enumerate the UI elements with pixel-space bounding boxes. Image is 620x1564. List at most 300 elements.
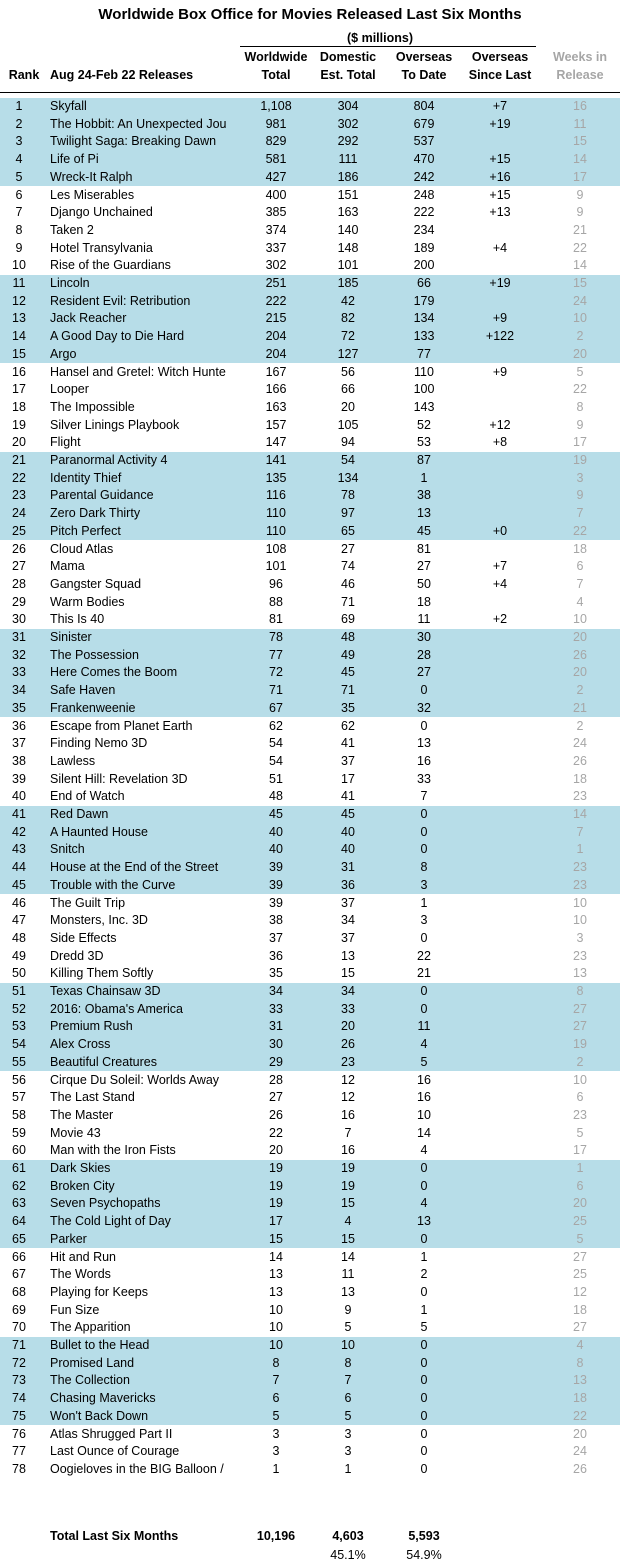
cell-overseas: 21 (417, 966, 431, 981)
cell-rank: 49 (12, 948, 26, 963)
cell-title: End of Watch (50, 789, 125, 804)
cell-title: Last Ounce of Courage (50, 1444, 180, 1459)
cell-rank: 11 (12, 276, 26, 290)
cell-overseas: 0 (420, 984, 428, 998)
cell-overseas: 0 (420, 1001, 428, 1016)
cell-title: Taken 2 (50, 222, 94, 237)
cell-overseas: 1 (420, 470, 428, 485)
cell-rank: 46 (12, 895, 26, 910)
cell-domestic: 97 (341, 506, 355, 521)
table-row (0, 1107, 620, 1125)
cell-worldwide: 38 (269, 913, 283, 928)
cell-title: Les Miserables (50, 187, 135, 202)
cell-title: The Impossible (50, 399, 135, 414)
cell-overseas: 53 (417, 435, 431, 450)
cell-worldwide: 27 (269, 1090, 283, 1105)
cell-rank: 23 (12, 488, 26, 503)
cell-weeks: 1 (576, 842, 584, 857)
cell-domestic: 292 (337, 134, 359, 149)
cell-worldwide: 22 (269, 1125, 283, 1140)
cell-domestic: 20 (341, 1019, 355, 1034)
cell-weeks: 14 (573, 258, 587, 273)
cell-since-last: +2 (492, 612, 508, 627)
header-rule-bottom (0, 92, 620, 93)
cell-weeks: 2 (576, 683, 584, 698)
cell-overseas: 804 (413, 99, 435, 113)
cell-title: A Haunted House (50, 824, 148, 839)
cell-weeks: 6 (576, 1178, 584, 1193)
cell-title: Jack Reacher (50, 311, 127, 326)
cell-domestic: 45 (341, 665, 355, 680)
cell-title: 2016: Obama's America (50, 1001, 184, 1016)
cell-weeks: 5 (576, 1231, 584, 1246)
cell-domestic: 13 (341, 948, 355, 963)
cell-title: Beautiful Creatures (50, 1054, 158, 1069)
table-row (0, 594, 620, 612)
cell-domestic: 45 (341, 807, 355, 821)
cell-overseas: 32 (417, 700, 431, 715)
cell-weeks: 7 (576, 506, 584, 521)
totals-overseas: 5,593 (408, 1529, 440, 1543)
cell-since-last: +0 (492, 523, 508, 538)
cell-title: Trouble with the Curve (50, 877, 176, 892)
cell-weeks: 17 (573, 169, 587, 184)
table-row (0, 841, 620, 859)
header-worldwide-total: Worldwide Total (244, 50, 308, 82)
cell-since-last: +8 (492, 435, 508, 450)
cell-title: Sinister (50, 630, 92, 644)
table-row (0, 222, 620, 240)
cell-domestic: 71 (341, 594, 355, 609)
cell-rank: 16 (12, 364, 26, 379)
cell-worldwide: 96 (269, 576, 283, 591)
cell-weeks: 7 (576, 576, 584, 591)
cell-weeks: 5 (576, 1125, 584, 1140)
cell-rank: 25 (12, 523, 26, 538)
cell-worldwide: 88 (269, 594, 283, 609)
cell-rank: 45 (12, 877, 26, 892)
cell-overseas: 100 (413, 382, 435, 397)
cell-domestic: 78 (341, 488, 355, 503)
cell-title: The Apparition (50, 1320, 131, 1335)
cell-title: Oogieloves in the BIG Balloon / (50, 1461, 224, 1476)
cell-overseas: 110 (414, 364, 434, 379)
cell-worldwide: 1 (272, 1461, 280, 1476)
cell-overseas: 66 (417, 276, 431, 290)
cell-weeks: 1 (576, 1161, 584, 1175)
cell-worldwide: 3 (272, 1444, 280, 1459)
cell-weeks: 26 (573, 753, 587, 768)
cell-worldwide: 54 (269, 736, 283, 751)
cell-rank: 21 (12, 453, 26, 467)
table-row (0, 523, 620, 541)
cell-rank: 3 (15, 134, 23, 149)
cell-rank: 77 (12, 1444, 26, 1459)
header-overseas-since-last: Overseas Since Last (468, 50, 532, 82)
cell-rank: 43 (12, 842, 26, 857)
cell-since-last: +9 (492, 311, 508, 326)
cell-rank: 6 (15, 187, 23, 202)
cell-title: Silver Linings Playbook (50, 417, 180, 432)
cell-domestic: 4 (344, 1214, 352, 1229)
header-releases: Aug 24-Feb 22 Releases (50, 68, 194, 82)
table-row (0, 240, 620, 258)
cell-title: Rise of the Guardians (50, 258, 171, 273)
cell-weeks: 27 (573, 1249, 587, 1264)
table-row (0, 1408, 620, 1426)
table-row (0, 700, 620, 718)
cell-rank: 37 (12, 736, 26, 751)
table-row (0, 983, 620, 1001)
cell-rank: 30 (12, 612, 26, 627)
cell-overseas: 0 (420, 1178, 428, 1193)
cell-title: Paranormal Activity 4 (50, 453, 168, 467)
cell-worldwide: 39 (269, 895, 283, 910)
cell-weeks: 3 (576, 470, 584, 485)
cell-domestic: 16 (341, 1107, 355, 1122)
cell-domestic: 10 (341, 1338, 355, 1352)
table-row (0, 1125, 620, 1143)
header-overseas-to-date: Overseas To Date (395, 50, 453, 82)
totals-domestic-percent: 45.1% (330, 1548, 366, 1562)
cell-worldwide: 8 (272, 1355, 280, 1370)
cell-worldwide: 1,108 (260, 99, 292, 113)
table-row (0, 399, 620, 417)
table-row (0, 346, 620, 364)
cell-weeks: 6 (576, 1090, 584, 1105)
cell-weeks: 13 (573, 1373, 587, 1388)
cell-overseas: 0 (420, 1426, 428, 1441)
cell-weeks: 9 (576, 187, 584, 202)
table-row (0, 1089, 620, 1107)
cell-domestic: 72 (341, 329, 355, 344)
cell-rank: 74 (12, 1391, 26, 1406)
cell-rank: 1 (15, 99, 23, 113)
cell-rank: 55 (12, 1054, 26, 1069)
cell-domestic: 5 (344, 1408, 352, 1423)
cell-weeks: 27 (573, 1001, 587, 1016)
cell-weeks: 22 (573, 523, 587, 538)
cell-weeks: 23 (573, 877, 587, 892)
cell-overseas: 5 (420, 1054, 428, 1069)
cell-weeks: 23 (573, 789, 587, 804)
cell-title: Skyfall (50, 99, 87, 113)
cell-overseas: 81 (417, 541, 431, 556)
cell-overseas: 0 (420, 683, 428, 698)
cell-domestic: 74 (341, 559, 355, 574)
cell-title: The Guilt Trip (50, 895, 126, 910)
cell-title: The Hobbit: An Unexpected Jou (50, 116, 227, 131)
cell-worldwide: 163 (265, 399, 287, 414)
cell-rank: 4 (15, 152, 23, 167)
cell-worldwide: 77 (269, 647, 283, 662)
cell-overseas: 1 (420, 895, 428, 910)
cell-worldwide: 15 (269, 1231, 283, 1246)
cell-domestic: 185 (337, 276, 359, 290)
cell-domestic: 7 (344, 1373, 352, 1388)
cell-worldwide: 3 (272, 1426, 280, 1441)
cell-title: Safe Haven (50, 683, 116, 698)
cell-domestic: 148 (337, 240, 359, 255)
cell-title: Mama (50, 559, 85, 574)
cell-worldwide: 62 (269, 718, 283, 733)
cell-domestic: 20 (341, 399, 355, 414)
cell-title: Life of Pi (50, 152, 99, 167)
cell-overseas: 0 (420, 824, 428, 839)
cell-overseas: 52 (417, 417, 431, 432)
cell-rank: 13 (12, 311, 26, 326)
cell-title: Promised Land (50, 1355, 135, 1370)
cell-rank: 2 (15, 116, 23, 131)
cell-domestic: 15 (341, 966, 355, 981)
cell-title: The Collection (50, 1373, 130, 1388)
cell-worldwide: 157 (265, 417, 287, 432)
table-row (0, 771, 620, 789)
cell-title: Won't Back Down (50, 1408, 149, 1423)
cell-rank: 28 (12, 576, 26, 591)
cell-title: Django Unchained (50, 205, 153, 220)
cell-weeks: 20 (573, 346, 587, 361)
cell-title: Playing for Keeps (50, 1284, 148, 1299)
cell-overseas: 133 (413, 329, 435, 344)
cell-worldwide: 10 (269, 1302, 283, 1317)
cell-domestic: 35 (341, 700, 355, 715)
cell-title: Premium Rush (50, 1019, 133, 1034)
cell-title: The Cold Light of Day (50, 1214, 171, 1229)
cell-rank: 44 (12, 860, 26, 875)
cell-title: Chasing Mavericks (50, 1391, 156, 1406)
cell-domestic: 101 (337, 258, 359, 273)
cell-overseas: 0 (420, 1391, 428, 1406)
table-row (0, 1142, 620, 1160)
cell-domestic: 19 (341, 1178, 355, 1193)
cell-domestic: 31 (341, 860, 355, 875)
table-row (0, 1178, 620, 1196)
table-row (0, 204, 620, 222)
cell-weeks: 7 (576, 824, 584, 839)
cell-title: Hansel and Gretel: Witch Hunte (50, 364, 226, 379)
table-row (0, 1054, 620, 1072)
table-row (0, 169, 620, 187)
cell-overseas: 0 (420, 1231, 428, 1246)
cell-worldwide: 10 (269, 1338, 283, 1352)
cell-weeks: 8 (576, 1355, 584, 1370)
cell-weeks: 9 (576, 205, 584, 220)
cell-weeks: 20 (573, 665, 587, 680)
cell-weeks: 20 (573, 630, 587, 644)
cell-worldwide: 71 (269, 683, 283, 698)
cell-title: Texas Chainsaw 3D (50, 984, 161, 998)
table-row (0, 275, 620, 293)
cell-title: This Is 40 (50, 612, 105, 627)
cell-overseas: 16 (417, 1090, 431, 1105)
cell-domestic: 9 (344, 1302, 352, 1317)
cell-rank: 27 (12, 559, 26, 574)
table-row (0, 505, 620, 523)
cell-title: Looper (50, 382, 89, 397)
cell-title: A Good Day to Die Hard (50, 329, 185, 344)
table-row (0, 1426, 620, 1444)
cell-worldwide: 204 (265, 329, 287, 344)
cell-title: Hotel Transylvania (50, 240, 153, 255)
cell-since-last: +4 (492, 576, 508, 591)
table-row (0, 310, 620, 328)
cell-domestic: 302 (337, 116, 359, 131)
cell-title: Snitch (50, 842, 85, 857)
cell-domestic: 34 (341, 913, 355, 928)
cell-worldwide: 30 (269, 1037, 283, 1052)
cell-weeks: 10 (573, 311, 587, 326)
cell-worldwide: 101 (265, 559, 287, 574)
cell-domestic: 56 (341, 364, 355, 379)
cell-rank: 5 (15, 169, 23, 184)
cell-rank: 68 (12, 1284, 26, 1299)
cell-worldwide: 48 (269, 789, 283, 804)
cell-rank: 53 (12, 1019, 26, 1034)
cell-worldwide: 166 (265, 382, 287, 397)
cell-overseas: 77 (417, 346, 431, 361)
cell-overseas: 0 (420, 1284, 428, 1299)
cell-worldwide: 34 (269, 984, 283, 998)
cell-domestic: 46 (341, 576, 355, 591)
cell-weeks: 18 (573, 1391, 587, 1406)
table-row (0, 948, 620, 966)
table-row (0, 1160, 620, 1178)
cell-domestic: 41 (341, 736, 355, 751)
cell-overseas: 13 (417, 506, 431, 521)
cell-domestic: 94 (341, 435, 355, 450)
cell-weeks: 10 (573, 913, 587, 928)
cell-worldwide: 385 (265, 205, 287, 220)
table-row (0, 611, 620, 629)
cell-domestic: 12 (341, 1090, 355, 1105)
cell-worldwide: 37 (269, 930, 283, 945)
table-row (0, 1001, 620, 1019)
table-row (0, 1337, 620, 1355)
cell-title: Argo (50, 346, 77, 361)
cell-rank: 71 (12, 1338, 26, 1352)
cell-weeks: 27 (573, 1320, 587, 1335)
cell-overseas: 16 (417, 753, 431, 768)
cell-title: Warm Bodies (50, 594, 125, 609)
cell-domestic: 37 (341, 930, 355, 945)
cell-overseas: 0 (420, 807, 428, 821)
cell-weeks: 14 (573, 152, 587, 167)
table-row (0, 895, 620, 913)
table-row (0, 576, 620, 594)
cell-rank: 50 (12, 966, 26, 981)
table-row (0, 133, 620, 151)
cell-weeks: 19 (573, 1037, 587, 1052)
cell-domestic: 23 (341, 1054, 355, 1069)
cell-title: Parental Guidance (50, 488, 154, 503)
cell-domestic: 15 (341, 1231, 355, 1246)
cell-rank: 9 (15, 240, 23, 255)
cell-overseas: 0 (420, 1461, 428, 1476)
cell-weeks: 8 (576, 399, 584, 414)
cell-title: Dredd 3D (50, 948, 104, 963)
cell-overseas: 38 (417, 488, 431, 503)
table-row (0, 187, 620, 205)
cell-worldwide: 39 (269, 860, 283, 875)
table-row (0, 735, 620, 753)
table-row (0, 1195, 620, 1213)
cell-overseas: 179 (413, 293, 435, 308)
cell-worldwide: 135 (265, 470, 287, 485)
table-row (0, 930, 620, 948)
cell-weeks: 5 (576, 364, 584, 379)
cell-weeks: 2 (576, 329, 584, 344)
cell-weeks: 26 (573, 647, 587, 662)
cell-overseas: 50 (417, 576, 431, 591)
cell-weeks: 18 (573, 541, 587, 556)
cell-worldwide: 116 (266, 488, 286, 503)
cell-title: Here Comes the Boom (50, 665, 178, 680)
cell-rank: 31 (12, 630, 26, 644)
cell-overseas: 45 (417, 523, 431, 538)
cell-overseas: 1 (420, 1249, 428, 1264)
cell-worldwide: 829 (265, 134, 287, 149)
cell-rank: 41 (12, 807, 26, 821)
cell-rank: 63 (12, 1196, 26, 1211)
table-row (0, 824, 620, 842)
cell-rank: 10 (12, 258, 26, 273)
table-row (0, 877, 620, 895)
table-row (0, 470, 620, 488)
cell-worldwide: 19 (269, 1178, 283, 1193)
cell-title: The Words (50, 1267, 111, 1282)
cell-overseas: 200 (413, 258, 435, 273)
cell-worldwide: 54 (269, 753, 283, 768)
cell-worldwide: 427 (265, 169, 287, 184)
cell-worldwide: 981 (265, 116, 287, 131)
cell-title: Hit and Run (50, 1249, 117, 1264)
cell-rank: 59 (12, 1125, 26, 1140)
cell-rank: 18 (12, 399, 26, 414)
cell-rank: 58 (12, 1107, 26, 1122)
cell-worldwide: 67 (269, 700, 283, 715)
cell-domestic: 151 (337, 187, 359, 202)
cell-worldwide: 581 (265, 152, 287, 167)
cell-weeks: 4 (576, 1338, 584, 1352)
cell-domestic: 27 (341, 541, 355, 556)
cell-weeks: 2 (576, 1054, 584, 1069)
table-row (0, 1355, 620, 1373)
cell-weeks: 10 (573, 1072, 587, 1087)
cell-overseas: 14 (417, 1125, 431, 1140)
table-row (0, 1072, 620, 1090)
cell-weeks: 17 (573, 1143, 587, 1158)
cell-rank: 17 (12, 382, 26, 397)
cell-domestic: 163 (337, 205, 359, 220)
table-row (0, 364, 620, 382)
table-row (0, 452, 620, 470)
cell-domestic: 40 (341, 842, 355, 857)
cell-rank: 62 (12, 1178, 26, 1193)
cell-domestic: 186 (337, 169, 359, 184)
cell-overseas: 4 (420, 1196, 428, 1211)
table-row (0, 487, 620, 505)
cell-overseas: 87 (417, 453, 431, 467)
table-row (0, 1372, 620, 1390)
cell-overseas: 134 (413, 311, 435, 326)
cell-weeks: 23 (573, 1107, 587, 1122)
cell-domestic: 33 (341, 1001, 355, 1016)
cell-worldwide: 302 (265, 258, 287, 273)
cell-rank: 39 (12, 771, 26, 786)
cell-title: Red Dawn (50, 807, 109, 821)
cell-worldwide: 110 (266, 523, 286, 538)
